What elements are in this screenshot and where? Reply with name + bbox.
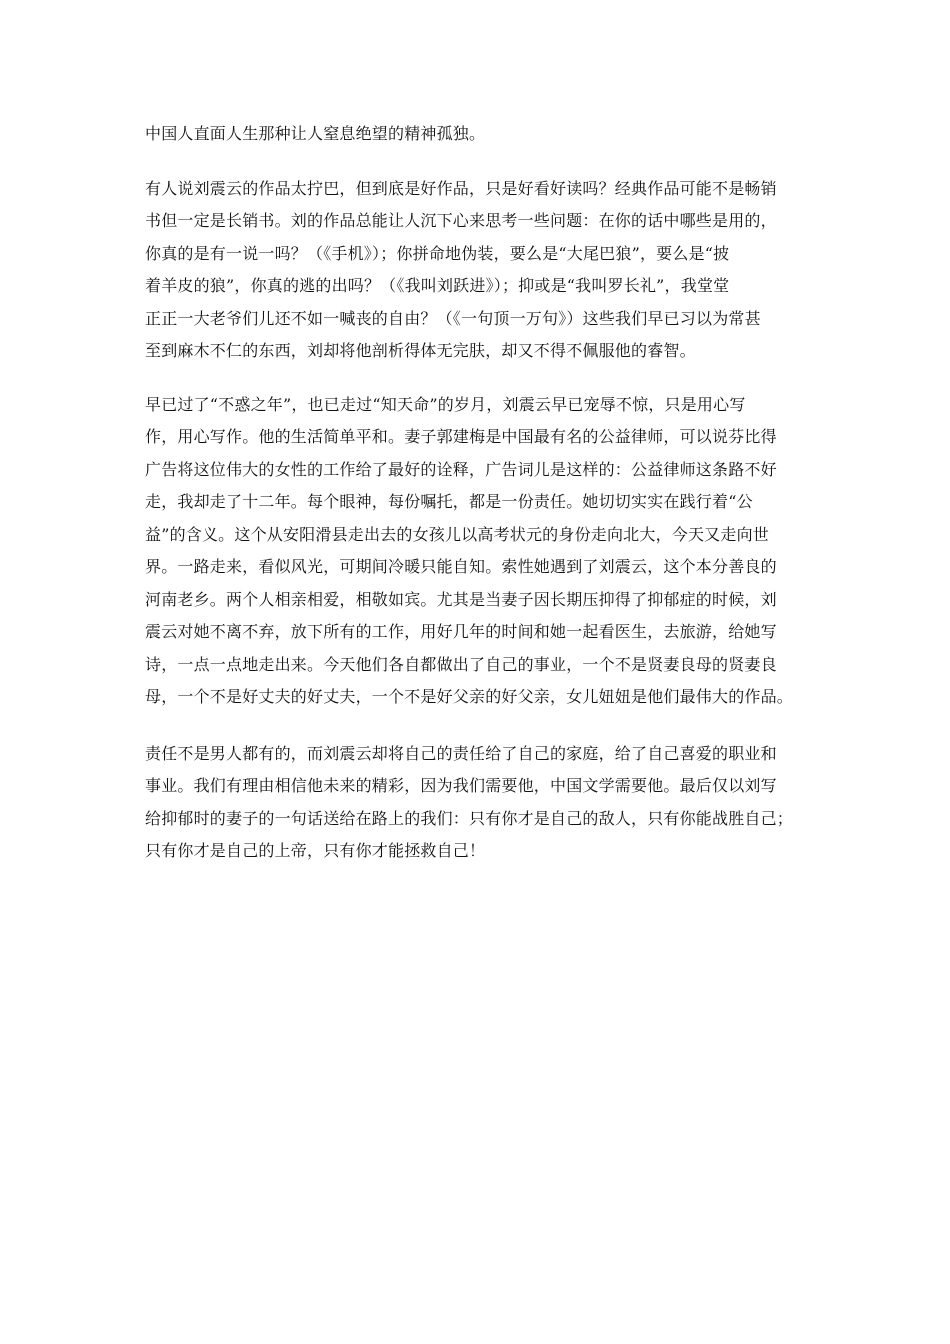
text-line: 诗，一点一点地走出来。今天他们各自都做出了自己的事业，一个不是贤妻良母的贤妻良: [145, 654, 777, 674]
text-line: 河南老乡。两个人相亲相爱，相敬如宾。尤其是当妻子因长期压抑得了抑郁症的时候，刘: [145, 589, 777, 609]
text-line: 着羊皮的狼”，你真的逃的出吗？（《我叫刘跃进》）；抑或是“我叫罗长礼”，我堂堂: [145, 276, 730, 295]
text-line: 震云对她不离不弃，放下所有的工作，用好几年的时间和她一起看医生，去旅游，给她写: [145, 622, 777, 641]
text-line: 中国人直面人生那种让人窒息绝望的精神孤独。: [145, 124, 486, 143]
text-line: 书但一定是长销书。刘的作品总能让人沉下心来思考一些问题：在你的话中哪些是用的，: [145, 211, 777, 230]
paragraph-4: [145, 738, 815, 868]
paragraph-2: [145, 173, 815, 368]
text-line: 责任不是男人都有的，而刘震云却将自己的责任给了自己的家庭，给了自己喜爱的职业和: [145, 743, 777, 763]
text-line: 界。一路走来，看似风光，可期间冷暖只能自知。索性她遇到了刘震云，这个本分善良的: [145, 557, 777, 576]
paragraph-1: [145, 118, 815, 151]
text-line: 有人说刘震云的作品太拧巴，但到底是好作品，只是好看好读吗？经典作品可能不是畅销: [145, 178, 777, 198]
text-line: 母，一个不是好丈夫的好丈夫，一个不是好父亲的好父亲，女儿妞妞是他们最伟大的作品。: [145, 687, 794, 706]
text-line: 你真的是有一说一吗？（《手机》）；你拼命地伪装，要么是“大尾巴狼”，要么是“披: [145, 243, 730, 263]
text-line: 事业。我们有理由相信他未来的精彩，因为我们需要他，中国文学需要他。最后仅以刘写: [145, 776, 777, 795]
article-body: [145, 118, 815, 868]
text-line: 广告将这位伟大的女性的工作给了最好的诠释，广告词儿是这样的：公益律师这条路不好: [145, 459, 777, 479]
text-line: 给抑郁时的妻子的一句话送给在路上的我们：只有你才是自己的敌人，只有你能战胜自己；: [145, 808, 794, 828]
text-line: 至到麻木不仁的东西，刘却将他剖析得体无完肤，却又不得不佩服他的睿智。: [145, 341, 696, 360]
text-line: 作，用心写作。他的生活简单平和。妻子郭建梅是中国最有名的公益律师，可以说芬比得: [145, 427, 777, 446]
text-line: 正正一大老爷们儿还不如一喊丧的自由？（《一句顶一万句》）这些我们早已习以为常甚: [145, 308, 761, 328]
text-line: 益”的含义。这个从安阳滑县走出去的女孩儿以高考状元的身份走向北大，今天又走向世: [145, 524, 769, 544]
text-line: 早已过了“不惑之年”，也已走过“知天命”的岁月，刘震云早已宠辱不惊，只是用心写: [145, 394, 746, 414]
text-line: 走，我却走了十二年。每个眼神，每份嘱托，都是一份责任。她切切实实在践行着“公: [145, 492, 753, 511]
text-line: 只有你才是自己的上帝，只有你才能拯救自己！: [145, 841, 486, 860]
paragraph-3: [145, 389, 815, 714]
